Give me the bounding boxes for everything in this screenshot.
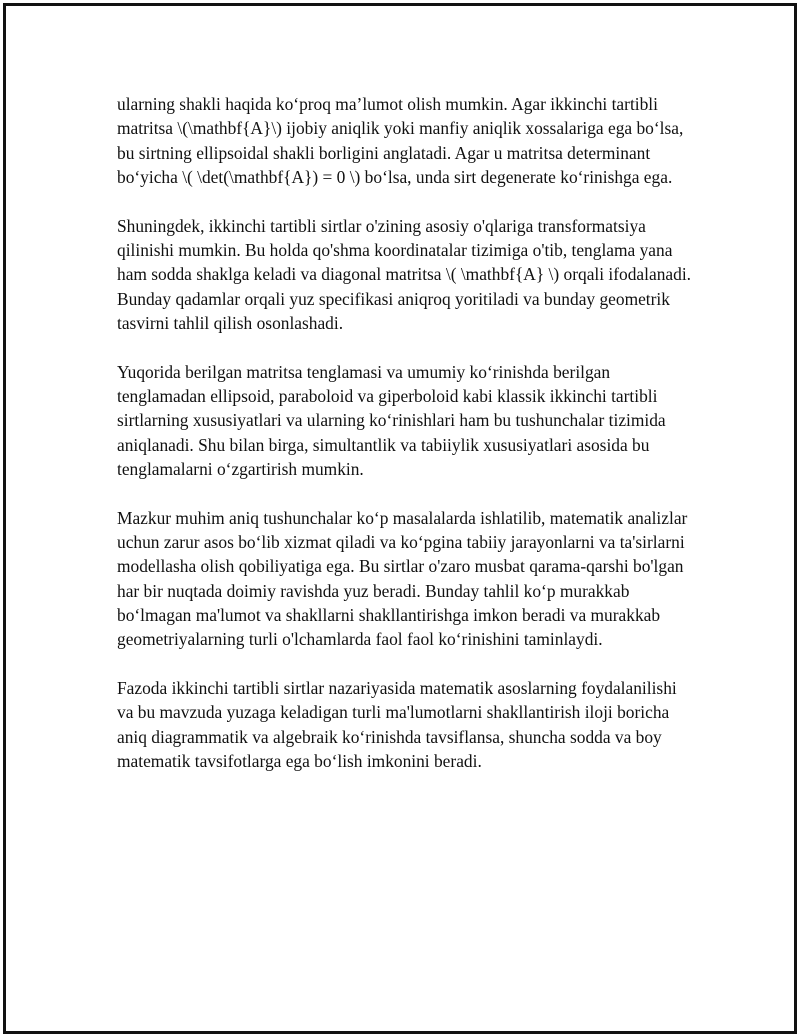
paragraph: ularning shakli haqida ko‘proq ma’lumot olish mumkin. Agar ikkinchi tartibli matritsa \(\mathbf{A}\) ijobiy aniqlik yoki manfiy aniqlik xossalariga ega bo‘lsa, bu sirtning ellipsoidal shakli borligini anglatadi. Agar u matritsa determinant bo‘yicha \( \det(\mathbf{A}) = 0 \) bo‘lsa, unda sirt degenerate ko‘rinishga ega. [117, 94, 684, 187]
paragraph: Yuqorida berilgan matritsa tenglamasi va umumiy ko‘rinishda berilgan tenglamadan ellipsoid, paraboloid va giperboloid kabi klassik ikkinchi tartibli sirtlarning xususiyatlari va ularning ko‘rinishlari ham bu tushunchalar tizimida aniqlanadi. Shu bilan birga, simultantlik va tabiiylik xususiyatlari asosida bu tenglamalarni o‘zgartirish mumkin. [117, 361, 666, 479]
document-body [117, 92, 697, 798]
paragraph: Shuningdek, ikkinchi tartibli sirtlar o'zining asosiy o'qlariga transformatsiya qilinishi mumkin. Bu holda qo'shma koordinatalar tizimiga o'tib, tenglama yana ham sodda shaklga keladi va diagonal matritsa \( \mathbf{A} \) orqali ifodalanadi. Bunday qadamlar orqali yuz specifikasi aniqroq yoritiladi va bunday geometrik tasvirni tahlil qilish osonlashadi. [117, 215, 691, 333]
paragraph: Fazoda ikkinchi tartibli sirtlar nazariyasida matematik asoslarning foydalanilishi va bu mavzuda yuzaga keladigan turli ma'lumotlarni shakllantirish iloji boricha aniq diagrammatik va algebraik ko‘rinishda tavsiflansa, shuncha sodda va boy matematik tavsifotlarga ega bo‘lish imkonini beradi. [117, 677, 677, 771]
paragraph: Mazkur muhim aniq tushunchalar ko‘p masalalarda ishlatilib, matematik analizlar uchun zarur asos bo‘lib xizmat qiladi va ko‘pgina tabiiy jarayonlarni va ta'sirlarni modellasha olish qobiliyatiga ega. Bu sirtlar o'zaro musbat qarama-qarshi bo'lgan har bir nuqtada doimiy ravishda yuz beradi. Bunday tahlil ko‘p murakkab bo‘lmagan ma'lumot va shakllarni shakllantirishga imkon beradi va murakkab geometriyalarning turli o'lchamlarda faol faol ko‘rinishini taminlaydi. [117, 507, 688, 650]
